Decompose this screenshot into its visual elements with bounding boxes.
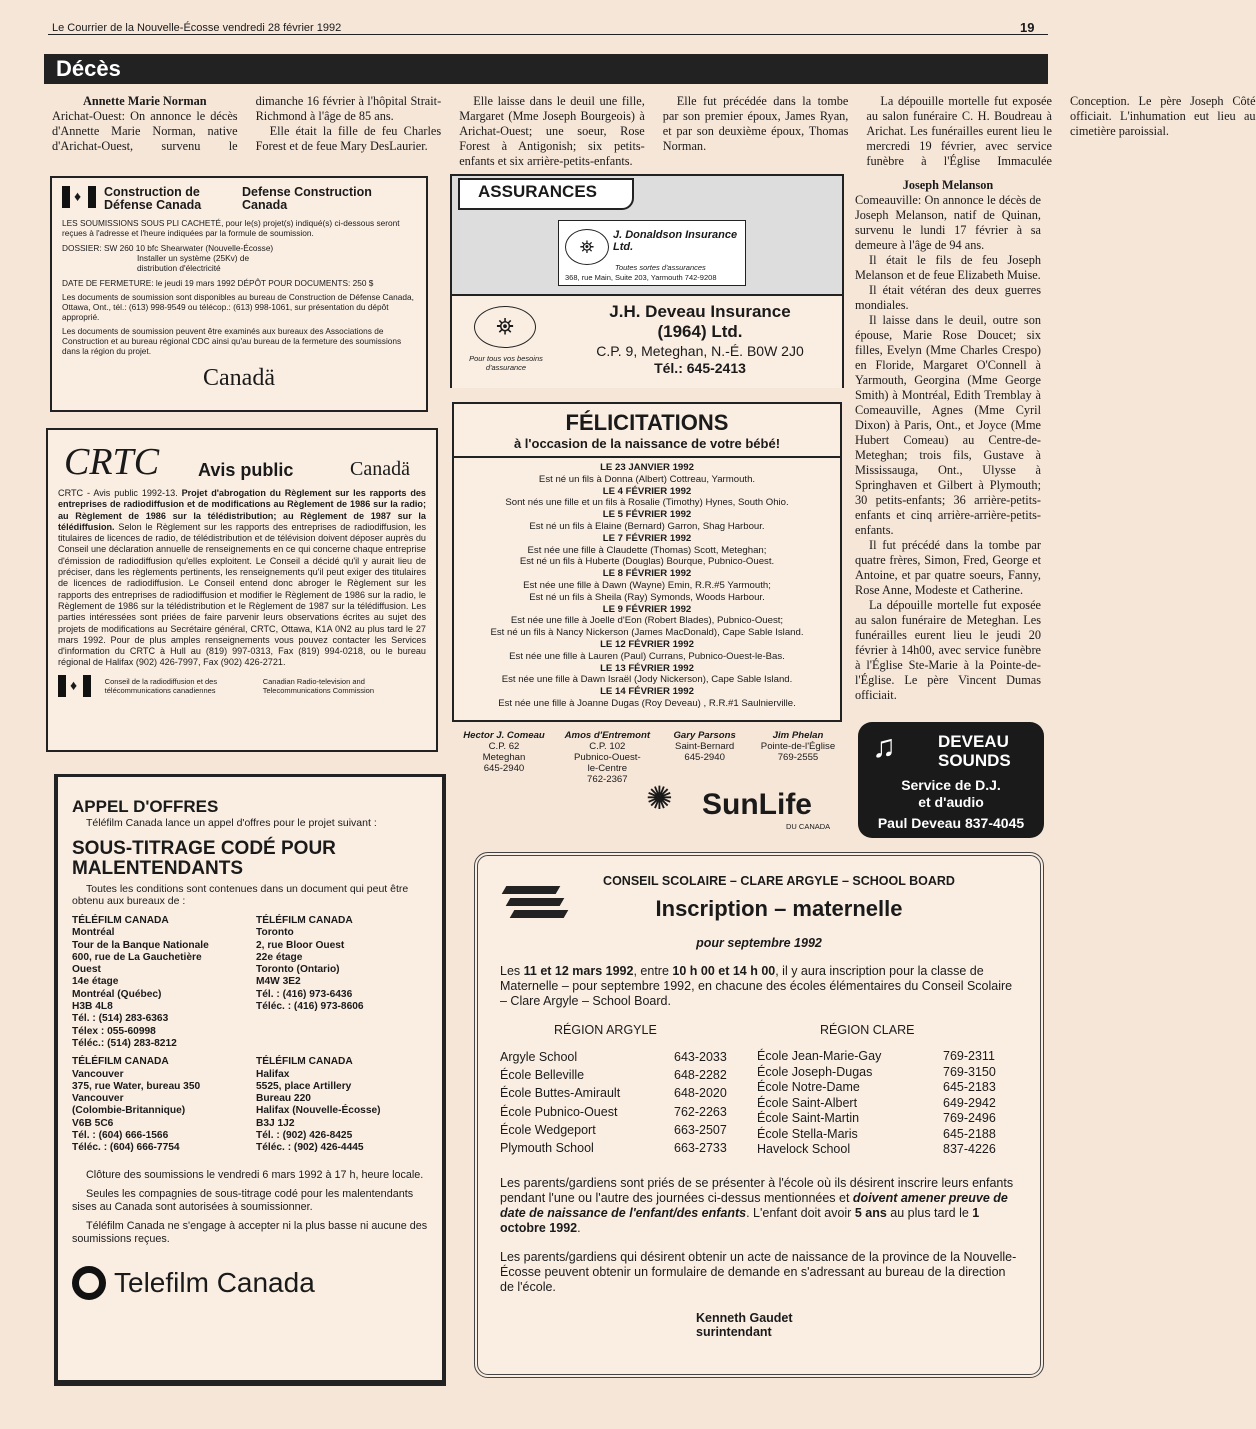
telefilm-office-toronto: TÉLÉFILM CANADA Toronto 2, rue Bloor Ouest 22e étage Toronto (Ontario) M4W 3E2 Tél. : (416) 973-6436 Téléc. : (416) 973-8606 <box>256 915 364 1013</box>
sunlife-logo: SunLife <box>702 788 812 821</box>
construction-fr-name: Construction de Défense Canada <box>104 185 202 212</box>
school-row: Plymouth School 663-2733 <box>500 1140 727 1155</box>
assurances-ad: ASSURANCES ⛯ J. Donaldson Insurance Ltd. Toutes sortes d'assurances 368, rue Main, Suite 203, Yarmouth 742-9208 ⛯ Pour tous vos besoins d'assurance J.H. Deveau Insurance (1964) Ltd. C.P. 9, Meteghan, N.-É. B0W 2J0 Tél.: 645-2413 <box>450 174 844 388</box>
canada-wordmark: Canadä <box>350 458 410 480</box>
telefilm-office-vancouver: TÉLÉFILM CANADA Vancouver 375, rue Water, bureau 350 Vancouver (Colombie-Britannique) V6B 5C6 Tél. : (604) 666-1566 Téléc. : (604) 666-7754 <box>72 1056 201 1154</box>
obituary-annette <box>52 94 1256 174</box>
canada-wordmark: Canadä <box>203 364 275 391</box>
lighthouse-icon: ⛯ <box>474 306 536 348</box>
header-rule <box>48 34 1048 35</box>
telefilm-heading: APPEL D'OFFRES <box>72 797 219 816</box>
crtc-footer-fr: Conseil de la radiodiffusion et des télécommunications canadiennes <box>104 676 218 695</box>
school-para1: Les parents/gardiens sont priés de se présenter à l'école où ils désirent inscrire leurs enfants pendant l'une ou l'autre des journées ci-dessus mentionnées et doivent amener preuve de date de naissance de l'enfant/des enfants. L'enfant doit avoir 5 ans au plus tard le 1 octobre 1992. <box>500 1175 1014 1235</box>
obituary-paragraph: Comeauville: On annonce le décès de Joseph Melanson, natif de Quinan, survenu le lundi 17 février à sa demeure à l'âge de 94 ans. <box>855 193 1041 252</box>
sunlife-agents <box>456 730 846 840</box>
sunlife-subtitle: DU CANADA <box>786 822 831 831</box>
music-note-icon: ♫ <box>872 728 896 764</box>
construction-closing: DATE DE FERMETURE: le jeudi 19 mars 1992 DÉPÔT POUR DOCUMENTS: 250 $ <box>62 278 374 289</box>
birth-entry: Est née une fille à Joanne Dugas (Roy Deveau) , R.R.#1 Saulnierville. <box>498 697 796 709</box>
telefilm-disclaimer: Téléfilm Canada ne s'engage à accepter ni la plus basse ni aucune des soumissions reçues. <box>72 1219 428 1245</box>
newspaper-header: Le Courrier de la Nouvelle-Écosse vendredi 28 février 1992 <box>52 22 342 34</box>
telefilm-project: SOUS-TITRAGE CODÉ POUR MALENTENDANTS <box>72 838 336 879</box>
birth-entry: Est né un fils à Nancy Nickerson (James MacDonald), Cape Sable Island. <box>490 627 804 639</box>
birth-date: LE 8 FÉVRIER 1992 <box>602 568 692 580</box>
birth-entry: Est né un fils à Donna (Albert) Cottreau, Yarmouth. <box>538 473 756 485</box>
signature-title: surintendant <box>696 1324 772 1339</box>
obituary-paragraph: Il était le fils de feu Joseph Melanson et de feue Elizabeth Muise. <box>855 253 1041 282</box>
signature-name: Kenneth Gaudet <box>696 1310 793 1325</box>
agent: Gary Parsons Saint-Bernard 645-2940 <box>673 730 736 763</box>
birth-date: LE 23 JANVIER 1992 <box>600 462 694 473</box>
deveau-sounds-ad: ♫ DEVEAU SOUNDS Service de D.J. et d'audio Paul Deveau 837-4045 <box>858 722 1044 838</box>
school-board-logo-icon <box>504 880 562 924</box>
sunlife-sun-icon: ✺ <box>646 780 673 816</box>
crtc-logo: CRTC <box>64 441 160 483</box>
school-row: École Joseph-Dugas 769-3150 <box>757 1064 996 1079</box>
canada-flag-icon: ♦ <box>58 675 91 697</box>
construction-dossier: DOSSIER: SW 260 10 bfc Shearwater (Nouvelle-Écosse) <box>62 242 274 253</box>
school-intro: Les 11 et 12 mars 1992, entre 10 h 00 et 14 h 00, il y aura inscription pour la classe de Maternelle – pour septembre 1992, en chacune des écoles élémentaires du Conseil Scolaire – Clare Argyle – School Board. <box>500 964 1013 1008</box>
birth-date: LE 7 FÉVRIER 1992 <box>602 532 692 544</box>
births-list <box>454 456 840 710</box>
lighthouse-icon: ⛯ <box>565 229 609 265</box>
crtc-ad <box>46 428 438 752</box>
birth-date: LE 5 FÉVRIER 1992 <box>602 509 692 521</box>
birth-entry: Est né un fils à Elaine (Bernard) Garron, Shag Harbour. <box>529 520 765 532</box>
telefilm-logo-icon <box>72 1266 106 1300</box>
school-board-name: CONSEIL SCOLAIRE – CLARE ARGYLE – SCHOOL BOARD <box>603 874 955 888</box>
construction-para1: Les documents de soumission sont disponibles au bureau de Construction de Défense Canada, Ottawa, Ont., tél.: (613) 998-9549 ou télécop.: (613) 998-1061, sur présentation du dépôt approprié. <box>62 291 414 323</box>
telefilm-intro: Téléfilm Canada lance un appel d'offres pour le projet suivant : <box>86 817 377 829</box>
obituary-paragraph: La dépouille mortelle fut exposée au salon funéraire de Meteghan. Les funérailles eurent lieu le jeudi 20 février à 14h00, avec service funèbre à l'Église Ste-Marie à la Pointe-de-l'Église. Le père Vincent Dumas officiait. <box>855 598 1041 702</box>
school-row: École Notre-Dame 645-2183 <box>757 1080 996 1094</box>
birth-entry: Est née une fille à Dawn (Wayne) Emin, R.R.#5 Yarmouth; <box>523 579 771 591</box>
school-row: École Saint-Martin 769-2496 <box>757 1111 996 1125</box>
school-row: Havelock School 837-4226 <box>757 1142 996 1156</box>
obituary-joseph <box>855 178 1041 703</box>
obituary-paragraph: Il était vétéran des deux guerres mondiales. <box>855 283 1041 312</box>
school-title: Inscription – maternelle <box>655 896 903 921</box>
birth-date: LE 12 FÉVRIER 1992 <box>600 638 694 650</box>
section-title: Décès <box>56 56 121 81</box>
telefilm-office-halifax: TÉLÉFILM CANADA Halifax 5525, place Artillery Bureau 220 Halifax (Nouvelle-Écosse) B3J 1J2 Tél. : (902) 426-8425 Téléc. : (902) 426-4445 <box>256 1056 381 1154</box>
birth-date: LE 13 FÉVRIER 1992 <box>600 662 694 674</box>
obituary-paragraph: Elle était la fille de feu Charles Forest et de feue Mary DesLaurier. <box>255 124 442 153</box>
agent: Hector J. Comeau C.P. 62 Meteghan 645-2940 <box>463 730 545 774</box>
school-row: Argyle School 643-2033 <box>500 1050 727 1065</box>
school-subtitle: pour septembre 1992 <box>696 936 822 950</box>
telefilm-conditions: Toutes les conditions sont contenues dans un document qui peut être obtenu aux bureaux de : <box>72 883 409 907</box>
canada-flag-icon: ♦ <box>62 186 96 208</box>
school-row: École Jean-Marie-Gay 769-2311 <box>757 1049 995 1063</box>
school-row: École Buttes-Amirault 648-2020 <box>500 1086 727 1101</box>
birth-entry: Est né un fils à Sheila (Ray) Symonds, Woods Harbour. <box>529 591 765 603</box>
region-argyle-heading: RÉGION ARGYLE <box>554 1023 657 1037</box>
felicitations-subtitle: à l'occasion de la naissance de votre bébé! <box>513 436 781 451</box>
obituary-paragraph: Arichat-Ouest: On annonce le décès d'Annette Marie Norman, native d'Arichat-Ouest, survenu le dimanche 16 février à l'hôpital Strait-Richmond à l'âge de 85 ans. <box>52 94 442 153</box>
construction-intro: LES SOUMISSIONS SOUS PLI CACHETÉ, pour le(s) projet(s) indiqué(s) ci-dessous seront reçues à l'adresse et l'heure indiquées par la formule de soumission. <box>62 218 400 239</box>
agent: Amos d'Entremont C.P. 102 Pubnico-Ouest- le-Centre 762-2367 <box>564 730 651 785</box>
crtc-footer-en: Canadian Radio-television and Telecommunications Commission <box>262 676 375 695</box>
region-clare-heading: RÉGION CLARE <box>820 1023 915 1037</box>
telefilm-closing: Clôture des soumissions le vendredi 6 mars 1992 à 17 h, heure locale. <box>86 1168 424 1181</box>
crtc-body: CRTC - Avis public 1992-13. Projet d'abrogation du Règlement sur les rapports des entreprises de radiodiffusion et de modifications au Règlement de 1986 sur la radio; au Règlement de 1986 sur la télédistribution; au Règlement de 1987 sur la télédiffusion. Selon le Règlement sur les rapports des entreprises de radiodiffusion, les titulaires de licences de radio, de télédistribution et de télévision doivent déposer auprès du Conseil une déclaration annuelle de renseignements en ce qui concerne chaque entreprise d'émission de radiodiffusion qu'elles exploitent. Le Conseil a décidé qu'il y aurait lieu de préciser, dans les règlements pertinents, les renseignements qu'il peut exiger des titulaires de licences de radiodiffusion. Le Conseil entend donc abroger le Règlement sur les rapports des entreprises de radiodiffusion et modifier le Règlement de 1986 sur la radio, le Règlement de 1986 sur la télédistribution et le Règlement de 1987 sur la télédiffusion. Les parties intéressées sont priées de faire parvenir leurs observations écrites au sujet des projets de modifications au Secrétaire général, CRTC, Ottawa, K1A 0N2 au plus tard le 27 mars 1992. Pour de plus amples renseignements vous pouvez contacter les Services d'information du CRTC à Hull au (819) 997-0313, Fax (819) 994-0218, ou le bureau régional de Halifax (902) 426-7997, Fax (902) 426-2721. <box>58 488 426 668</box>
obituary-paragraph: La dépouille mortelle fut exposée au salon funéraire C. H. Boudreau à Arichat. Les funérailles eurent lieu le mercredi 19 février, avec service funèbre à l'Église Immaculée Conception. Le père Joseph Côté officiait. L'inhumation eut lieu au cimetière paroissial. <box>866 94 1256 168</box>
construction-ad <box>50 176 428 412</box>
school-row: École Pubnico-Ouest 762-2263 <box>500 1104 727 1119</box>
telefilm-office-montreal: TÉLÉFILM CANADA Montréal Tour de la Banque Nationale 600, rue de La Gauchetière Ouest 14e étage Montréal (Québec) H3B 4L8 Tél. : (514) 283-6363 Télex : 055-60998 Téléc.: (514) 283-8212 <box>72 915 209 1049</box>
birth-entry: Est née une fille à Dawn Israël (Jody Nickerson), Cape Sable Island. <box>501 674 793 686</box>
birth-entry: Est née une fille à Joelle d'Eon (Robert Blades), Pubnico-Ouest; <box>510 615 784 627</box>
obituary-paragraph: Elle fut précédée dans la tombe par son premier époux, James Ryan, et par son deuxième époux, Thomas Norman. <box>662 94 849 153</box>
school-row: École Saint-Albert 649-2942 <box>757 1095 996 1110</box>
felicitations-ad <box>452 402 842 722</box>
birth-entry: Est née une fille à Claudette (Thomas) Scott, Meteghan; <box>527 544 767 556</box>
clare-schools <box>757 1049 1018 1158</box>
birth-entry: Sont nés une fille et un fils à Rosalie (Timothy) Hynes, South Ohio. <box>505 497 789 509</box>
birth-date: LE 4 FÉVRIER 1992 <box>602 485 692 497</box>
school-board-ad <box>474 852 1044 1378</box>
agent: Jim Phelan Pointe-de-l'Église 769-2555 <box>760 730 836 763</box>
birth-entry: Est né un fils à Huberte (Douglas) Bourque, Pubnico-Ouest. <box>519 556 775 568</box>
school-row: École Stella-Maris 645-2188 <box>757 1126 996 1141</box>
birth-date: LE 14 FÉVRIER 1992 <box>600 686 694 698</box>
school-row: École Belleville 648-2282 <box>500 1068 727 1083</box>
obituary-paragraph: Il fut précédé dans la tombe par quatre frères, Simon, Fred, George et Antoine, et par quatre soeurs, Fanny, Rose Anne, Modeste et Catherine. <box>855 538 1041 597</box>
school-row: École Wedgeport 663-2507 <box>500 1122 727 1137</box>
telefilm-logo: Telefilm Canada <box>114 1266 315 1298</box>
crtc-title: Avis public <box>198 460 294 480</box>
telefilm-ad <box>54 774 446 1386</box>
obituary-name: Annette Marie Norman <box>82 94 207 108</box>
section-bar <box>44 54 1048 84</box>
donaldson-box: ⛯ J. Donaldson Insurance Ltd. Toutes sortes d'assurances 368, rue Main, Suite 203, Yarmouth 742-9208 <box>558 220 746 286</box>
birth-date: LE 9 FÉVRIER 1992 <box>602 603 692 615</box>
assurances-title-tab: ASSURANCES <box>458 178 634 210</box>
construction-dossier-desc: Installer un système (25Kv) de distribution d'électricité <box>137 252 250 274</box>
construction-para2: Les documents de soumission peuvent être examinés aux bureaux des Associations de Construction et au bureau régional CDC ainsi qu'au bureau de la fermeture des soumissions dans la région du projet. <box>62 325 402 357</box>
argyle-schools <box>500 1049 757 1158</box>
felicitations-title: FÉLICITATIONS <box>565 410 729 435</box>
school-para2: Les parents/gardiens qui désirent obtenir un acte de naissance de la province de la Nouvelle-Écosse peuvent obtenir un formulaire de demande en s'adressant au bureau de la direction de l'école. <box>500 1249 1017 1294</box>
page-number: 19 <box>1020 20 1035 35</box>
obituary-paragraph: Elle laisse dans le deuil une fille, Margaret (Mme Joseph Bourgeois) à Arichat-Ouest; une soeur, Rose Forest à Antigonish; six petits-enfants et six arrière-petits-enfants. <box>459 94 645 168</box>
telefilm-eligibility: Seules les compagnies de sous-titrage codé pour les malentendants sises au Canada sont autorisées à soumissionner. <box>72 1187 414 1213</box>
construction-en-name: Defense Construction Canada <box>242 185 372 212</box>
obituary-name: Joseph Melanson <box>902 178 994 192</box>
birth-entry: Est née une fille à Lauren (Paul) Currans, Pubnico-Ouest-le-Bas. <box>509 650 785 662</box>
obituary-paragraph: Il laisse dans le deuil, outre son épouse, Marie Rose Doucet; six filles, Evelyn (Mme Charles Crespo) en Floride, Margaret O'Connell à Yarmouth, Georgina (Mme George Smith) à Montréal, Edith Tremblay à Comeauville, Agnes (Mme Cyril Dixon) à Paris, Ont., et Joyce (Mme Hubert Comeau) au Centre-de-Meteghan; trois fils, Gustave à Mississauga, Ont., Ulysse à Springhaven et Gilbert à Plymouth; 30 petits-enfants; 36 arrière-petits-enfants et cinq arrière-arrière-petits-enfants. <box>855 313 1041 537</box>
